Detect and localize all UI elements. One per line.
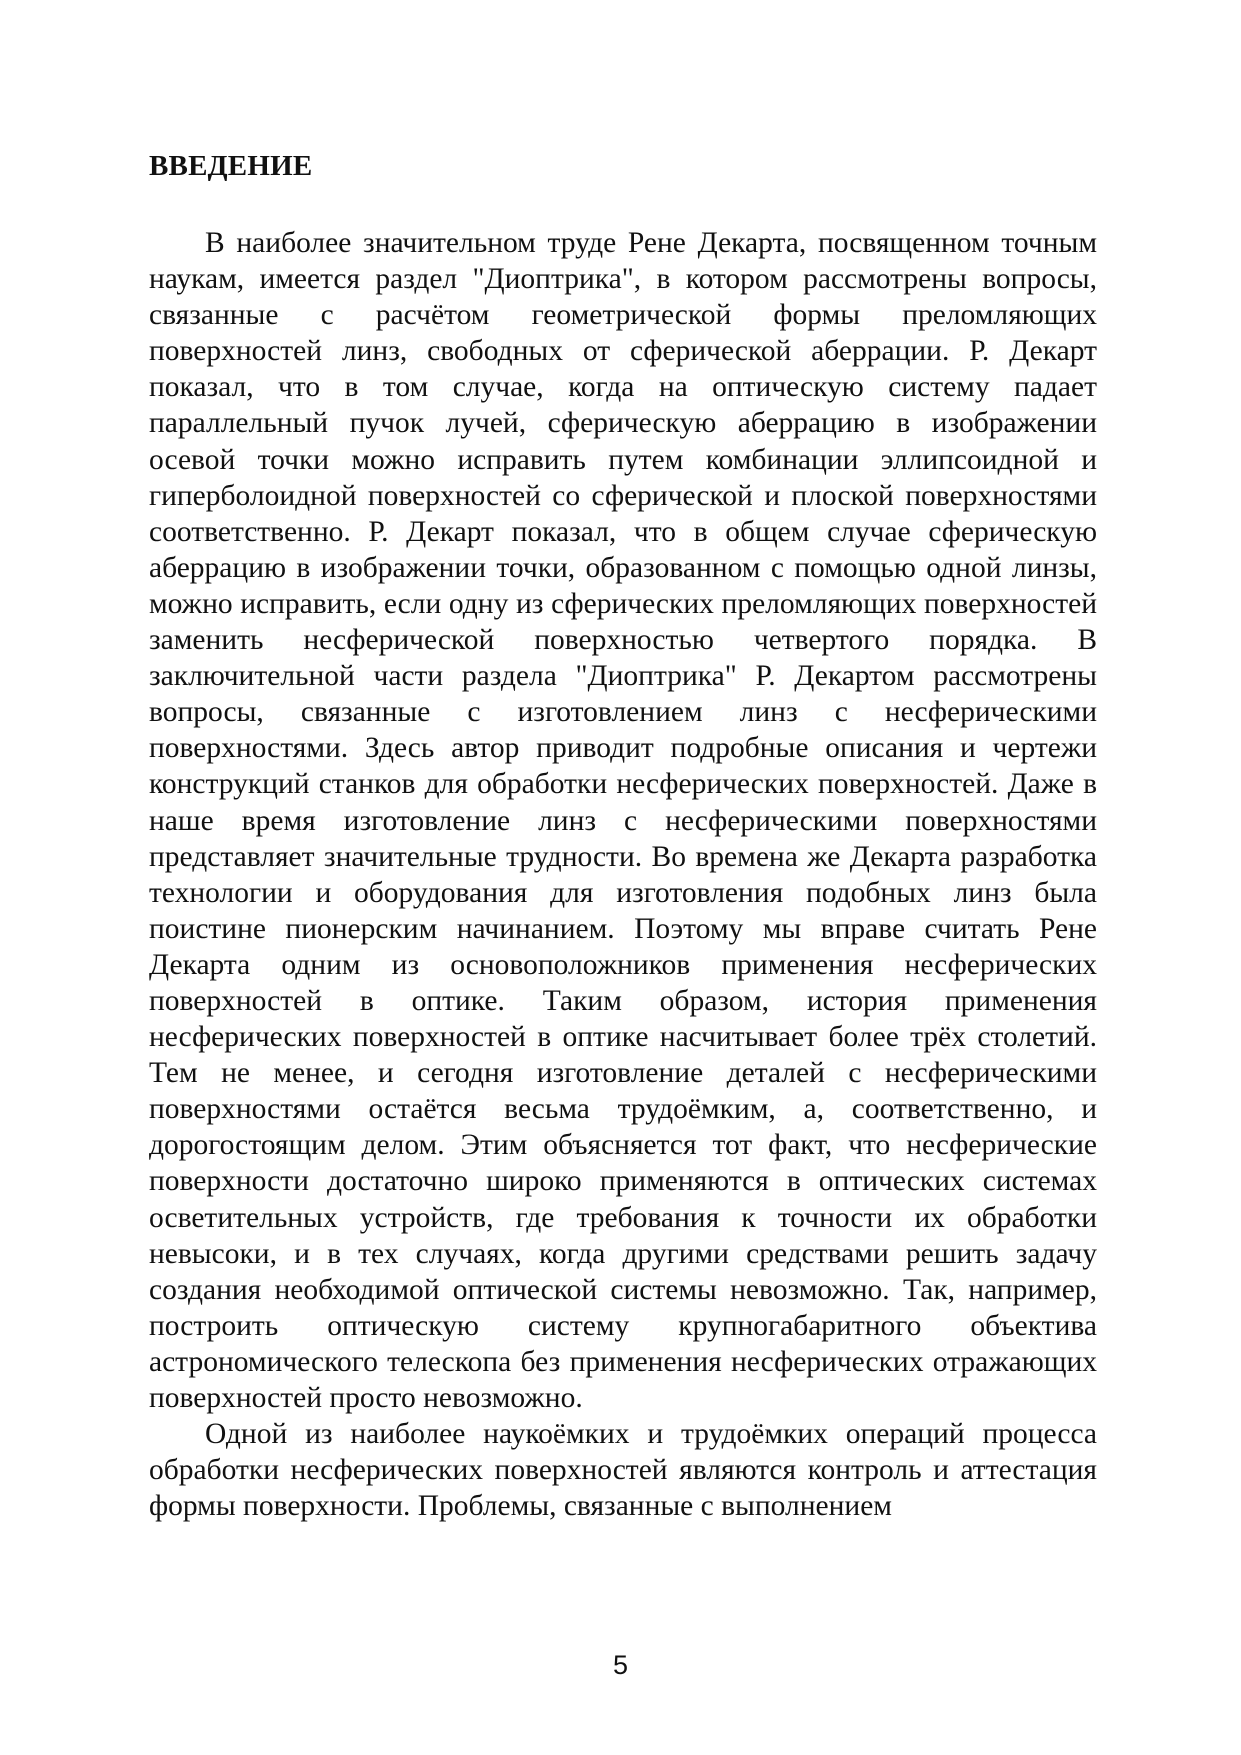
page-number: 5 — [612, 1650, 629, 1680]
paragraph-1: В наиболее значительном труде Рене Декарта, посвященном точным наукам, имеется раздел "Диоптрика", в котором рассмотрены вопросы, связанные с расчётом геометрической формы преломляющих поверхностей линз, свободных от сферической аберрации. Р. Декарт показал, что в том случае, когда на оптическую систему падает параллельный пучок лучей, сферическую аберрацию в изображении осевой точки можно исправить путем комбинации эллипсоидной и гиперболоидной поверхностей со сферической и плоской поверхностями соответственно. Р. Декарт показал, что в общем случае сферическую аберрацию в изображении точки, образованном с помощью одной линзы, можно исправить, если одну из сферических преломляющих поверхностей заменить несферической поверхностью четвертого порядка. В заключительной части раздела "Диоптрика" Р. Декартом рассмотрены вопросы, связанные с изготовлением линз с несферическими поверхностями. Здесь автор приводит подробные описания и чертежи конструкций станков для обработки несферических поверхностей. Даже в наше время изготовление линз с несферическими поверхностями представляет значительные трудности. Во времена же Декарта разработка технологии и оборудования для изготовления подобных линз была поистине пионерским начинанием. Поэтому мы вправе считать Рене Декарта одним из основоположников применения несферических поверхностей в оптике. Таким образом, история применения несферических поверхностей в оптике насчитывает более трёх столетий. Тем не менее, и сегодня изготовление деталей с несферическими поверхностями остаётся весьма трудоёмким, а, соответственно, и дорогостоящим делом. Этим объясняется тот факт, что несферические поверхности достаточно широко применяются в оптических системах осветительных устройств, где требования к точности их обработки невысоки, и в тех случаях, когда другими средствами решить задачу создания необходимой оптической системы невозможно. Так, например, построить оптическую систему крупногабаритного объектива астрономического телескопа без применения несферических отражающих поверхностей просто невозможно. — [149, 227, 1097, 1414]
section-heading: ВВЕДЕНИЕ — [149, 150, 313, 182]
paragraph-2: Одной из наиболее наукоёмких и трудоёмких операций процесса обработки несферических поверхностей являются контроль и аттестация формы поверхности. Проблемы, связанные с выполнением — [149, 1418, 1097, 1523]
body-text — [149, 225, 1097, 1524]
